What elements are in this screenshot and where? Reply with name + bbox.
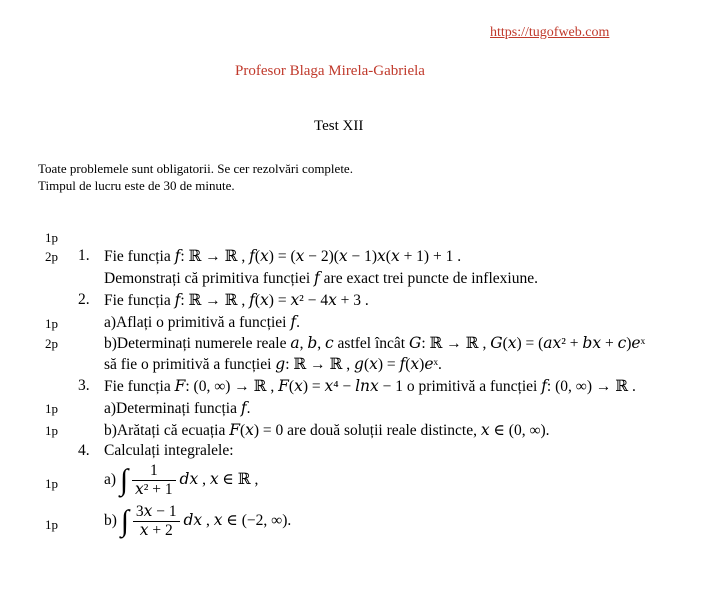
points-label: 2p [45, 336, 58, 351]
integral-b-fraction [133, 503, 180, 540]
integral-a-denominator: 𝑥² + 1 [135, 481, 173, 498]
integral-b-denominator: 𝑥 + 2 [139, 522, 173, 539]
instructions-line-1: Toate problemele sunt obligatorii. Se cer rezolvări complete. [38, 161, 353, 176]
integral-a-numerator: 1 [132, 462, 176, 481]
integral-sign-icon: ∫ [119, 463, 129, 497]
problem-2-part-b-cont: să fie o primitivă a funcției 𝑔: ℝ → ℝ , 𝑔(𝑥) = 𝑓(𝑥)𝑒ˣ. [104, 356, 442, 373]
author-name: Profesor Blaga Mirela-Gabriela [235, 63, 425, 79]
integral-b [104, 503, 291, 540]
problem-3-statement: Fie funcția 𝐹: (0, ∞) → ℝ , 𝐹(𝑥) = 𝑥⁴ − 𝑙𝑛𝑥 − 1 o primitivă a funcției 𝑓: (0, ∞) → ℝ . [104, 378, 636, 395]
points-label: 1p [45, 423, 58, 438]
points-label: 1p [45, 316, 58, 331]
integral-sign-icon: ∫ [120, 504, 130, 538]
points-label: 1p [45, 476, 58, 491]
integral-a-fraction [132, 462, 176, 499]
points-label: 1p [45, 230, 58, 245]
integral-a-tail: 𝑑𝑥 , 𝑥 ∈ ℝ , [179, 471, 259, 489]
problem-2-part-a: a)Aflați o primitivă a funcției 𝑓. [104, 314, 300, 331]
problem-number: 1. [78, 247, 90, 264]
instructions-line-2: Timpul de lucru este de 30 de minute. [38, 178, 235, 193]
problem-4-statement: Calculați integralele: [104, 442, 234, 459]
points-label: 1p [45, 401, 58, 416]
points-label: 1p [45, 517, 58, 532]
problem-3-part-b: b)Arătați că ecuația 𝐹(𝑥) = 0 are două soluții reale distincte, 𝑥 ∈ (0, ∞). [104, 422, 550, 439]
website-link[interactable]: https://tugofweb.com [490, 25, 610, 40]
problem-number: 3. [78, 377, 90, 394]
problem-2-statement: Fie funcția 𝑓: ℝ → ℝ , 𝑓(𝑥) = 𝑥² − 4𝑥 + 3 . [104, 292, 369, 309]
problem-number: 2. [78, 291, 90, 308]
problem-1-statement: Fie funcția 𝑓: ℝ → ℝ , 𝑓(𝑥) = (𝑥 − 2)(𝑥 − 1)𝑥(𝑥 + 1) + 1 . [104, 248, 462, 265]
points-label: 2p [45, 249, 58, 264]
problem-number: 4. [78, 442, 90, 459]
integral-b-label: b) [104, 512, 117, 530]
problem-2-part-b: b)Determinați numerele reale 𝑎, 𝑏, 𝑐 astfel încât 𝐺: ℝ → ℝ , 𝐺(𝑥) = (𝑎𝑥² + 𝑏𝑥 + 𝑐)𝑒ˣ [104, 335, 646, 352]
integral-a-label: a) [104, 471, 117, 489]
integral-b-numerator: 3𝑥 − 1 [133, 503, 180, 522]
integral-a [104, 462, 258, 499]
test-title: Test XII [314, 118, 364, 134]
integral-b-tail: 𝑑𝑥 , 𝑥 ∈ (−2, ∞). [183, 512, 292, 530]
problem-3-part-a: a)Determinați funcția 𝑓. [104, 400, 251, 417]
problem-1-task: Demonstrați că primitiva funcției 𝑓 are exact trei puncte de inflexiune. [104, 270, 538, 287]
